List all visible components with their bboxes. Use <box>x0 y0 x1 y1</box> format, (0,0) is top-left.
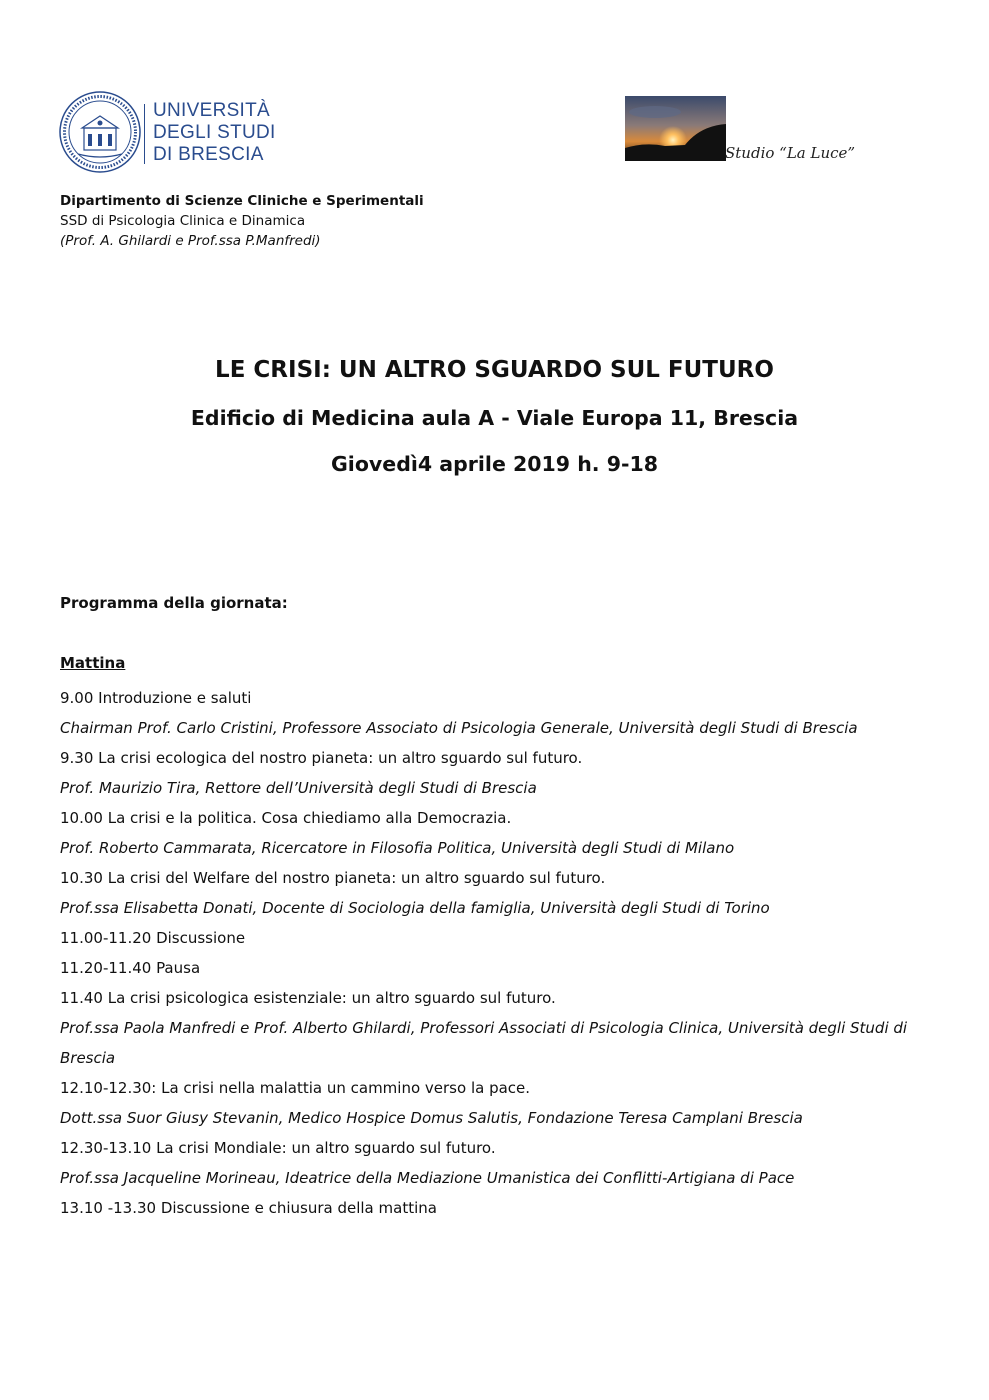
schedule-item: 12.10-12.30: La crisi nella malattia un cammino verso la pace. <box>60 1079 531 1097</box>
event-header <box>0 356 989 477</box>
schedule-item: 9.00 Introduzione e saluti <box>60 689 252 707</box>
schedule-list <box>60 683 940 1223</box>
university-logo <box>58 90 278 176</box>
university-name <box>153 100 276 166</box>
schedule-item: 10.30 La crisi del Welfare del nostro pianeta: un altro sguardo sul futuro. <box>60 869 606 887</box>
studio-name: Studio “La Luce” <box>725 144 856 162</box>
schedule-item: Prof. Roberto Cammarata, Ricercatore in Filosofia Politica, Università degli Studi di Milano <box>60 839 735 857</box>
schedule-item: 11.40 La crisi psicologica esistenziale: un altro sguardo sul futuro. <box>60 989 556 1007</box>
schedule-item: 11.20-11.40 Pausa <box>60 959 201 977</box>
section-heading-morning: Mattina <box>60 654 126 672</box>
studio-logo <box>625 96 885 166</box>
event-date: Giovedì4 aprile 2019 h. 9-18 <box>330 452 659 476</box>
department-name: Dipartimento di Scienze Cliniche e Sperimentali <box>60 193 424 209</box>
event-title: LE CRISI: UN ALTRO SGUARDO SUL FUTURO <box>215 357 774 383</box>
program-heading: Programma della giornata: <box>60 594 288 612</box>
schedule-item: Prof. Maurizio Tira, Rettore dell’Università degli Studi di Brescia <box>60 779 537 797</box>
university-name-line-1: UNIVERSITÀ <box>153 100 271 121</box>
department-professors: (Prof. A. Ghilardi e Prof.ssa P.Manfredi) <box>60 233 321 249</box>
schedule-item: Prof.ssa Paola Manfredi e Prof. Alberto Ghilardi, Professori Associati di Psicologia Clinica, Università degli Studi di <box>60 1019 908 1037</box>
schedule-item: Chairman Prof. Carlo Cristini, Professore Associato di Psicologia Generale, Università degli Studi di Brescia <box>60 719 858 737</box>
schedule-item: Brescia <box>60 1049 116 1067</box>
logo-divider <box>144 104 145 164</box>
department-block <box>60 191 424 251</box>
schedule-item: 11.00-11.20 Discussione <box>60 929 246 947</box>
university-seal-icon <box>58 90 142 174</box>
schedule-item: 10.00 La crisi e la politica. Cosa chiediamo alla Democrazia. <box>60 809 512 827</box>
schedule-item: 9.30 La crisi ecologica del nostro pianeta: un altro sguardo sul futuro. <box>60 749 583 767</box>
schedule-item: Prof.ssa Jacqueline Morineau, Ideatrice della Mediazione Umanistica dei Conflitti-Artigiana di Pace <box>60 1169 795 1187</box>
schedule-item: 12.30-13.10 La crisi Mondiale: un altro sguardo sul futuro. <box>60 1139 496 1157</box>
schedule-item: 13.10 -13.30 Discussione e chiusura della mattina <box>60 1199 437 1217</box>
sunset-photo-icon <box>625 96 726 161</box>
event-location: Edificio di Medicina aula A - Viale Europa 11, Brescia <box>190 406 799 430</box>
department-unit: SSD di Psicologia Clinica e Dinamica <box>60 213 306 229</box>
schedule-item: Prof.ssa Elisabetta Donati, Docente di Sociologia della famiglia, Università degli Studi di Torino <box>60 899 770 917</box>
university-name-line-2: DEGLI STUDI <box>153 122 276 143</box>
schedule-item: Dott.ssa Suor Giusy Stevanin, Medico Hospice Domus Salutis, Fondazione Teresa Camplani Brescia <box>60 1109 803 1127</box>
university-name-line-3: DI BRESCIA <box>153 144 264 165</box>
